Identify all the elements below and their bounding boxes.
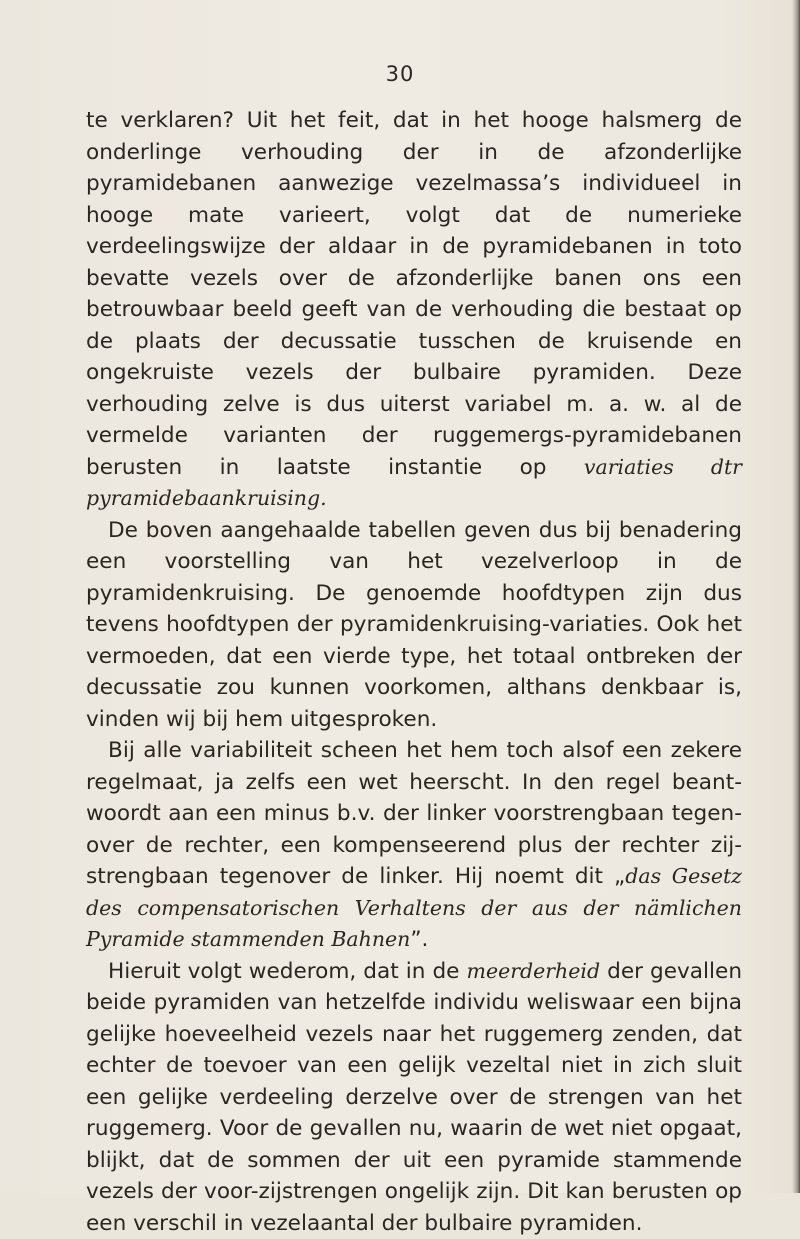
paragraph-1 <box>86 105 742 515</box>
paragraph-text: der gevallen beide pyramiden van hetzelfde individu weliswaar een bijna gelijke hoeveelheid vezels naar het ruggemerg zenden, dat echter de toevoer van een gelijk vezeltal niet in zich sluit een gelijke verdeeling derzelve over de strengen van het ruggemerg. Voor de gevallen nu, waarin de wet niet opgaat, blijkt, dat de sommen der uit een pyramide stammende vezels der voor-zijstrengen ongelijk zijn. Dit kan berusten op een verschil in vezelaantal der bulbaire pyramiden. <box>86 959 742 1236</box>
paragraph-4 <box>86 956 742 1239</box>
paragraph-text: Bij alle variabiliteit scheen het hem toch alsof een zekere regelmaat, ja zelfs een wet heerscht. In den regel beantwoordt aan een minus b.v. der linker voorstrengbaan tegenover de rechter, een kompenseerend plus der rechter zijstrengbaan tegenover de linker. Hij noemt dit „ <box>86 738 742 889</box>
italic-quote: das Gesetz des compensatorischen Verhaltens der aus der nämlichen Pyramide stammenden Bahnen <box>86 864 742 951</box>
paragraph-text: te verklaren? Uit het feit, dat in het hooge halsmerg de onderlinge verhouding der in de afzonderlijke pyramidebanen aanwezige vezelmassa’s individueel in hooge mate varieert, volgt dat de numerieke verdeelingswijze der aldaar in de pyramidebanen in toto bevatte vezels over de afzonderlijke banen ons een betrouwbaar beeld geeft van de verhouding die bestaat op de plaats der decussatie tusschen de kruisende en ongekruiste vezels der bulbaire pyramiden. Deze verhouding zelve is dus uiterst variabel m. a. w. al de vermelde varianten der ruggemergs-pyramidebanen berusten in laatste instantie op <box>86 108 742 480</box>
paragraph-3 <box>86 735 742 956</box>
body-text <box>86 105 742 1239</box>
italic-word: meerderheid <box>467 959 601 983</box>
page-number: 30 <box>0 62 800 86</box>
italic-phrase: variaties dtr pyramidebaankruising. <box>86 455 742 511</box>
paragraph-text: ”. <box>410 927 428 952</box>
paragraph-text: De boven aangehaalde tabellen geven dus bij benadering een voorstelling van het vezelverloop in de pyramidenkruising. De genoemde hoofdtypen zijn dus tevens hoofdtypen der pyramidenkruising-variaties. Ook het vermoeden, dat een vierde type, het totaal ontbreken der decussatie zou kunnen voorkomen, althans denkbaar is, vinden wij bij hem uitgesproken. <box>86 518 742 732</box>
paragraph-2 <box>86 515 742 736</box>
paragraph-text: Hieruit volgt wederom, dat in de <box>108 959 467 984</box>
page-edge-shadow <box>792 0 800 1193</box>
